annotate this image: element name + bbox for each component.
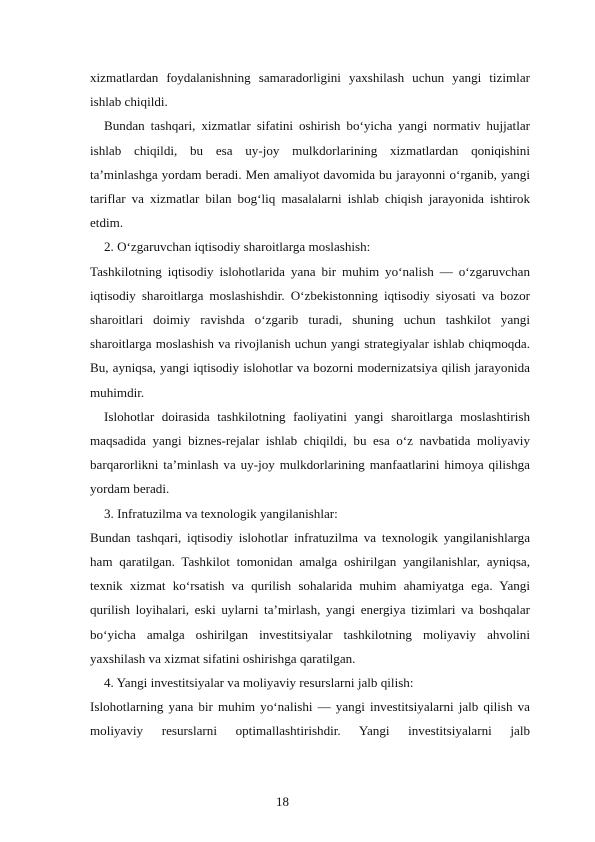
paragraph: Islohotlarning yana bir muhim yo‘nalishi — yangi investitsiyalarni jalb qilish va moliyaviy resurslarni optimallashtirishdir. Yangi investitsiyalarni jalb (90, 699, 530, 739)
section-heading: 2. O‘zgaruvchan iqtisodiy sharoitlarga moslashish: (104, 239, 371, 255)
paragraph: Tashkilotning iqtisodiy islohotlarida yana bir muhim yo‘nalish — o‘zgaruvchan iqtisodiy sharoitlarga moslashishdir. O‘zbekistonning iqtisodiy siyosati va bozor sharoitlari doimiy ravishda o‘zgarib turadi, shuning uchun tashkilot yangi sharoitlarga moslashish va rivojlanish uchun yangi strategiyalar ishlab chiqmoqda. Bu, ayniqsa, yangi iqtisodiy islohotlar va bozorni modernizatsiya qilish jarayonida muhimdir. (90, 263, 530, 400)
page-number: 18 (276, 794, 289, 809)
body-text (90, 66, 530, 744)
section-heading: 3. Infratuzilma va texnologik yangilanishlar: (104, 505, 338, 521)
paragraph: Islohotlar doirasida tashkilotning faoliyatini yangi sharoitlarga moslashtirish maqsadida yangi biznes-rejalar ishlab chiqildi, bu esa o‘z navbatida moliyaviy barqarorlikni ta’minlash va uy-joy mulkdorlarining manfaatlarini himoya qilishga yordam beradi. (90, 408, 530, 497)
paragraph: Bundan tashqari, iqtisodiy islohotlar infratuzilma va texnologik yangilanishlarga ham qaratilgan. Tashkilot tomonidan amalga oshirilgan yangilanishlar, ayniqsa, texnik xizmat ko‘rsatish va qurilish sohalarida muhim ahamiyatga ega. Yangi qurilish loyihalari, eski uylarni ta’mirlash, yangi energiya tizimlari va boshqalar bo‘yicha amalga oshirilgan investitsiyalar tashkilotning moliyaviy ahvolini yaxshilash va xizmat sifatini oshirishga qaratilgan. (90, 529, 530, 666)
section-heading: 4. Yangi investitsiyalar va moliyaviy resurslarni jalb qilish: (104, 675, 414, 691)
paragraph: Bundan tashqari, xizmatlar sifatini oshirish bo‘yicha yangi normativ hujjatlar ishlab chiqildi, bu esa uy-joy mulkdorlarining xizmatlardan qoniqishini ta’minlashga yordam beradi. Men amaliyot davomida bu jarayonni o‘rganib, yangi tariflar va xizmatlar bilan bog‘liq masalalarni ishlab chiqish jarayonida ishtirok etdim. (90, 118, 530, 231)
paragraph: xizmatlardan foydalanishning samaradorligini yaxshilash uchun yangi tizimlar ishlab chiqildi. (90, 70, 530, 110)
